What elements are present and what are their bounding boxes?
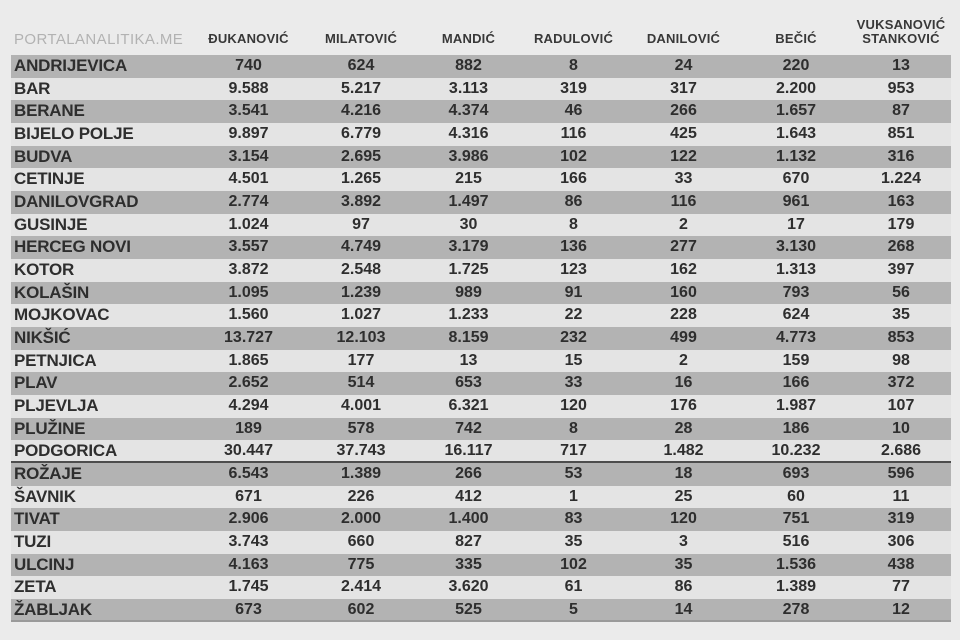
vote-count: 2.686 bbox=[880, 442, 922, 460]
vote-count: 2.695 bbox=[340, 147, 382, 165]
vote-count: 278 bbox=[782, 601, 810, 619]
table-row bbox=[11, 191, 951, 214]
vote-count: 53 bbox=[564, 465, 583, 483]
municipality-name: GUSINJE bbox=[14, 214, 88, 234]
vote-count: 176 bbox=[670, 397, 697, 415]
municipality-name: ZETA bbox=[14, 577, 57, 597]
municipality-name: PODGORICA bbox=[14, 441, 118, 461]
vote-count: 166 bbox=[782, 374, 810, 392]
vote-count: 179 bbox=[887, 215, 915, 233]
vote-count: 1.643 bbox=[775, 125, 817, 143]
vote-count: 226 bbox=[347, 487, 375, 505]
vote-count: 624 bbox=[782, 306, 810, 324]
column-header-2: MILATOVIĆ bbox=[324, 31, 398, 47]
vote-count: 268 bbox=[887, 238, 915, 256]
vote-count: 123 bbox=[560, 261, 587, 279]
vote-count: 1.725 bbox=[448, 261, 489, 279]
municipality-name: MOJKOVAC bbox=[14, 305, 110, 325]
vote-count: 499 bbox=[670, 329, 697, 347]
vote-count: 3.986 bbox=[448, 147, 489, 165]
vote-count: 3.541 bbox=[228, 102, 269, 120]
vote-count: 22 bbox=[564, 306, 583, 324]
vote-count: 1.536 bbox=[775, 555, 817, 573]
municipality-name: PLAV bbox=[14, 373, 58, 393]
municipality-name: KOLAŠIN bbox=[14, 282, 90, 302]
vote-count: 266 bbox=[670, 102, 697, 120]
vote-count: 596 bbox=[887, 465, 915, 483]
vote-count: 775 bbox=[347, 555, 375, 573]
vote-count: 1.313 bbox=[775, 261, 817, 279]
vote-count: 670 bbox=[782, 170, 810, 188]
vote-count: 8 bbox=[569, 215, 578, 233]
vote-count: 97 bbox=[352, 215, 370, 233]
vote-count: 5.217 bbox=[340, 79, 382, 97]
vote-count: 335 bbox=[455, 555, 482, 573]
vote-count: 61 bbox=[564, 578, 583, 596]
vote-count: 24 bbox=[674, 57, 693, 74]
vote-count: 35 bbox=[674, 555, 693, 573]
vote-count: 751 bbox=[782, 510, 810, 528]
table-row bbox=[11, 146, 951, 169]
column-header-7: VUKSANOVIĆ STANKOVIĆ bbox=[856, 16, 946, 47]
table-row bbox=[11, 508, 951, 531]
watermark-cell bbox=[11, 32, 191, 55]
vote-count: 1.389 bbox=[775, 578, 817, 596]
vote-count: 827 bbox=[455, 533, 482, 551]
vote-count: 14 bbox=[674, 601, 693, 619]
vote-count: 177 bbox=[347, 351, 375, 369]
vote-count: 3.130 bbox=[775, 238, 817, 256]
vote-count: 2.906 bbox=[228, 510, 269, 528]
vote-count: 122 bbox=[670, 147, 697, 165]
vote-count: 673 bbox=[235, 601, 262, 619]
vote-count: 9.897 bbox=[228, 125, 269, 143]
vote-count: 3 bbox=[679, 533, 688, 551]
vote-count: 1.745 bbox=[228, 578, 269, 596]
vote-count: 228 bbox=[670, 306, 697, 324]
municipality-name: ŽABLJAK bbox=[14, 600, 92, 620]
vote-count: 60 bbox=[787, 487, 805, 505]
municipality-name: PLJEVLJA bbox=[14, 396, 99, 416]
vote-count: 16 bbox=[674, 374, 693, 392]
municipality-name: CETINJE bbox=[14, 169, 85, 189]
table-row bbox=[11, 123, 951, 146]
vote-count: 3.620 bbox=[448, 578, 489, 596]
vote-count: 851 bbox=[887, 125, 915, 143]
vote-count: 961 bbox=[782, 193, 810, 211]
vote-count: 13.727 bbox=[224, 329, 273, 347]
vote-count: 107 bbox=[887, 397, 915, 415]
vote-count: 316 bbox=[887, 147, 915, 165]
table-row bbox=[11, 531, 951, 554]
vote-count: 2.000 bbox=[340, 510, 382, 528]
vote-count: 160 bbox=[670, 283, 697, 301]
table-body bbox=[11, 55, 960, 622]
vote-count: 2.200 bbox=[775, 79, 817, 97]
vote-count: 8.159 bbox=[448, 329, 489, 347]
vote-count: 98 bbox=[892, 351, 910, 369]
vote-count: 1.497 bbox=[448, 193, 489, 211]
vote-count: 3.154 bbox=[228, 147, 269, 165]
vote-count: 162 bbox=[670, 261, 697, 279]
vote-count: 438 bbox=[887, 555, 915, 573]
vote-count: 514 bbox=[347, 374, 375, 392]
vote-count: 3.557 bbox=[228, 238, 269, 256]
vote-count: 4.374 bbox=[448, 102, 489, 120]
vote-count: 12 bbox=[892, 601, 910, 619]
vote-count: 35 bbox=[892, 306, 910, 324]
vote-count: 2.548 bbox=[340, 261, 382, 279]
vote-count: 163 bbox=[887, 193, 915, 211]
municipality-name: ANDRIJEVICA bbox=[14, 56, 128, 75]
vote-count: 1.027 bbox=[340, 306, 382, 324]
table-row bbox=[11, 554, 951, 577]
vote-count: 660 bbox=[347, 533, 375, 551]
vote-count: 397 bbox=[887, 261, 915, 279]
vote-count: 412 bbox=[455, 487, 482, 505]
vote-count: 266 bbox=[455, 465, 482, 483]
table-row bbox=[11, 418, 951, 441]
vote-count: 10.232 bbox=[771, 442, 821, 460]
vote-count: 1.265 bbox=[340, 170, 382, 188]
vote-count: 4.316 bbox=[448, 125, 489, 143]
vote-count: 1.389 bbox=[340, 465, 382, 483]
vote-count: 1 bbox=[569, 487, 578, 505]
vote-count: 1.095 bbox=[228, 283, 269, 301]
vote-count: 2 bbox=[679, 351, 688, 369]
vote-count: 12.103 bbox=[336, 329, 386, 347]
vote-count: 159 bbox=[782, 351, 810, 369]
vote-count: 740 bbox=[235, 57, 262, 74]
table-row bbox=[11, 486, 951, 509]
vote-count: 102 bbox=[560, 555, 587, 573]
table-row bbox=[11, 350, 951, 373]
vote-count: 1.024 bbox=[228, 215, 269, 233]
vote-count: 166 bbox=[560, 170, 587, 188]
vote-count: 602 bbox=[347, 601, 375, 619]
column-header-4: RADULOVIĆ bbox=[533, 31, 614, 47]
vote-count: 37.743 bbox=[336, 442, 386, 460]
municipality-name: BIJELO POLJE bbox=[14, 124, 134, 144]
vote-count: 16.117 bbox=[444, 442, 493, 460]
municipality-name: BERANE bbox=[14, 101, 85, 121]
vote-count: 136 bbox=[560, 238, 587, 256]
vote-count: 693 bbox=[782, 465, 810, 483]
municipality-name: ROŽAJE bbox=[14, 464, 82, 484]
vote-count: 25 bbox=[674, 487, 693, 505]
vote-count: 319 bbox=[887, 510, 915, 528]
table-row bbox=[11, 463, 951, 486]
vote-count: 6.779 bbox=[340, 125, 382, 143]
vote-count: 882 bbox=[455, 57, 482, 74]
table-row bbox=[11, 576, 951, 599]
vote-count: 1.224 bbox=[880, 170, 922, 188]
vote-count: 277 bbox=[670, 238, 697, 256]
vote-count: 220 bbox=[782, 57, 810, 74]
municipality-name: KOTOR bbox=[14, 260, 75, 280]
vote-count: 35 bbox=[564, 533, 583, 551]
vote-count: 215 bbox=[455, 170, 482, 188]
vote-count: 116 bbox=[670, 193, 697, 211]
vote-count: 4.749 bbox=[340, 238, 382, 256]
table-row bbox=[11, 100, 951, 123]
vote-count: 11 bbox=[892, 487, 910, 505]
vote-count: 186 bbox=[782, 419, 810, 437]
vote-count: 9.588 bbox=[228, 79, 269, 97]
table-row bbox=[11, 236, 951, 259]
vote-count: 1.482 bbox=[663, 442, 704, 460]
vote-count: 742 bbox=[455, 419, 482, 437]
table-row bbox=[11, 395, 951, 418]
vote-count: 372 bbox=[887, 374, 915, 392]
vote-count: 3.892 bbox=[340, 193, 382, 211]
vote-count: 28 bbox=[674, 419, 693, 437]
vote-count: 3.872 bbox=[228, 261, 269, 279]
vote-count: 102 bbox=[560, 147, 587, 165]
vote-count: 578 bbox=[347, 419, 375, 437]
column-header-3: MANDIĆ bbox=[441, 31, 496, 47]
vote-count: 624 bbox=[347, 57, 375, 74]
municipality-name: PLUŽINE bbox=[14, 418, 86, 438]
vote-count: 3.113 bbox=[448, 79, 489, 97]
vote-count: 1.400 bbox=[448, 510, 489, 528]
municipality-name: HERCEG NOVI bbox=[14, 237, 131, 257]
vote-count: 306 bbox=[887, 533, 915, 551]
table-row bbox=[11, 304, 951, 327]
vote-count: 77 bbox=[892, 578, 910, 596]
municipality-name: ULCINJ bbox=[14, 554, 75, 574]
vote-count: 793 bbox=[782, 283, 810, 301]
vote-count: 1.987 bbox=[775, 397, 817, 415]
vote-count: 1.560 bbox=[228, 306, 269, 324]
watermark: PORTALANALITIKA.ME bbox=[14, 31, 184, 49]
municipality-name: PETNJICA bbox=[14, 350, 97, 370]
vote-count: 87 bbox=[892, 102, 910, 120]
table-row bbox=[11, 168, 951, 191]
vote-count: 91 bbox=[564, 283, 583, 301]
table-row bbox=[11, 214, 951, 237]
vote-count: 4.501 bbox=[228, 170, 269, 188]
vote-count: 116 bbox=[560, 125, 587, 143]
vote-count: 83 bbox=[564, 510, 583, 528]
vote-count: 6.543 bbox=[228, 465, 269, 483]
table-row bbox=[11, 78, 951, 101]
municipality-name: TUZI bbox=[14, 532, 51, 552]
vote-count: 86 bbox=[674, 578, 693, 596]
vote-count: 10 bbox=[892, 419, 910, 437]
municipality-name: BAR bbox=[14, 78, 51, 98]
vote-count: 30 bbox=[459, 215, 478, 233]
vote-count: 2.414 bbox=[340, 578, 382, 596]
vote-count: 120 bbox=[670, 510, 697, 528]
vote-count: 1.233 bbox=[448, 306, 489, 324]
vote-count: 33 bbox=[564, 374, 583, 392]
vote-count: 1.132 bbox=[775, 147, 817, 165]
vote-count: 189 bbox=[235, 419, 262, 437]
vote-count: 8 bbox=[569, 419, 578, 437]
vote-count: 717 bbox=[560, 442, 587, 460]
vote-count: 4.216 bbox=[340, 102, 382, 120]
municipality-name: BUDVA bbox=[14, 146, 73, 166]
vote-count: 4.773 bbox=[775, 329, 817, 347]
vote-count: 120 bbox=[560, 397, 587, 415]
vote-count: 56 bbox=[892, 283, 910, 301]
table-row bbox=[11, 282, 951, 305]
municipality-name: DANILOVGRAD bbox=[14, 192, 139, 212]
vote-count: 8 bbox=[569, 57, 578, 74]
column-header-6: BEČIĆ bbox=[775, 31, 817, 47]
vote-count: 30.447 bbox=[224, 442, 273, 460]
vote-count: 15 bbox=[564, 351, 583, 369]
vote-count: 86 bbox=[564, 193, 583, 211]
vote-count: 13 bbox=[459, 351, 478, 369]
vote-count: 4.294 bbox=[228, 397, 269, 415]
table-row bbox=[11, 259, 951, 282]
table-row bbox=[11, 599, 951, 622]
vote-count: 3.743 bbox=[228, 533, 269, 551]
table-row bbox=[11, 440, 951, 463]
vote-count: 17 bbox=[787, 215, 805, 233]
vote-count: 4.163 bbox=[228, 555, 269, 573]
vote-count: 319 bbox=[560, 79, 587, 97]
vote-count: 2 bbox=[679, 215, 688, 233]
vote-count: 525 bbox=[455, 601, 482, 619]
vote-count: 4.001 bbox=[340, 397, 382, 415]
vote-count: 18 bbox=[674, 465, 693, 483]
vote-count: 953 bbox=[887, 79, 915, 97]
municipality-name: ŠAVNIK bbox=[14, 486, 76, 506]
table-row bbox=[11, 55, 951, 78]
vote-count: 2.774 bbox=[228, 193, 269, 211]
vote-count: 989 bbox=[455, 283, 482, 301]
column-header-5: DANILOVIĆ bbox=[646, 31, 721, 47]
vote-count: 317 bbox=[670, 79, 697, 97]
table-row bbox=[11, 372, 951, 395]
vote-count: 1.657 bbox=[775, 102, 817, 120]
vote-count: 6.321 bbox=[448, 397, 489, 415]
vote-count: 653 bbox=[455, 374, 482, 392]
vote-count: 1.865 bbox=[228, 351, 269, 369]
municipality-name: TIVAT bbox=[14, 509, 60, 529]
vote-count: 2.652 bbox=[228, 374, 269, 392]
vote-count: 46 bbox=[564, 102, 583, 120]
vote-count: 5 bbox=[569, 601, 578, 619]
vote-count: 33 bbox=[674, 170, 693, 188]
vote-count: 1.239 bbox=[340, 283, 382, 301]
municipality-name: NIKŠIĆ bbox=[14, 328, 71, 348]
vote-count: 425 bbox=[670, 125, 697, 143]
vote-count: 516 bbox=[782, 533, 810, 551]
vote-count: 232 bbox=[560, 329, 587, 347]
column-header-1: ĐUKANOVIĆ bbox=[208, 31, 289, 47]
vote-count: 671 bbox=[235, 487, 262, 505]
vote-count: 3.179 bbox=[448, 238, 489, 256]
vote-count: 13 bbox=[892, 57, 910, 74]
vote-count: 853 bbox=[887, 329, 915, 347]
table-header-row bbox=[11, 0, 951, 55]
table-row bbox=[11, 327, 951, 350]
